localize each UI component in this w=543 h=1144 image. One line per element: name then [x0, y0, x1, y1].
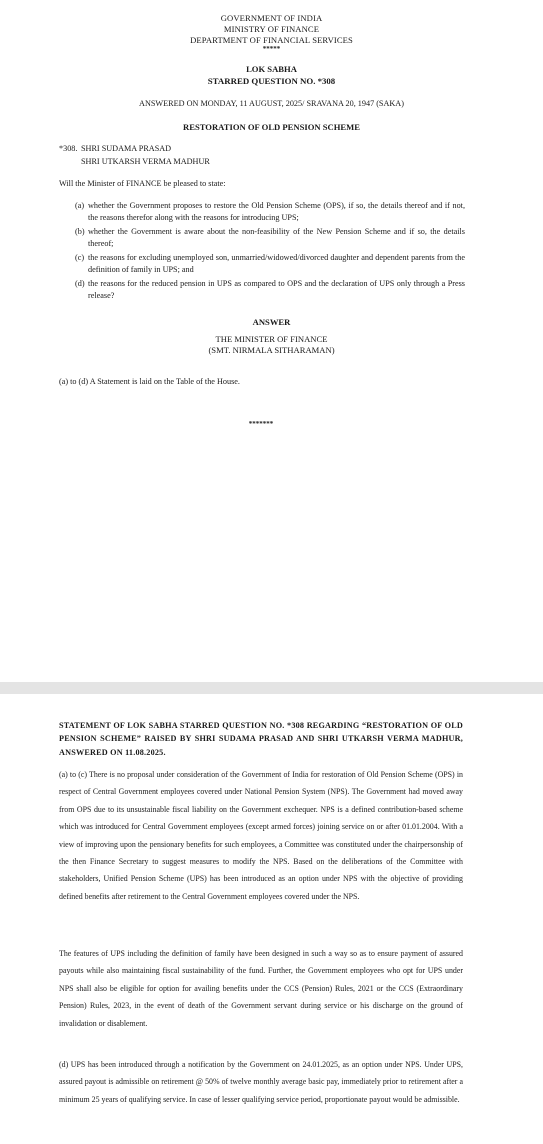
page-gap — [0, 682, 543, 694]
header-stars: ***** — [262, 45, 281, 53]
member-name-2: SHRI UTKARSH VERMA MADHUR — [81, 157, 210, 166]
question-item-text: whether the Government proposes to restore the Old Pension Scheme (OPS), if so, the details thereof and if not, the reasons therefor along with the reasons for introducing UPS; — [88, 201, 465, 222]
statement-paragraph-1: (a) to (c) There is no proposal under consideration of the Government of India for restoration of Old Pension Scheme (OPS) in respect of Central Government employees covered under National Pension System (NPS). The Government had moved away from OPS due to its unsustainable fiscal liability on the Government exchequer. NPS is a defined contribution-based scheme which was introduced for Central Government employees (except armed forces) joining service on or after 01.01.2004. With a view of improving upon the pensionary benefits for such employees, a Committee was constituted under the chairpersonship of the then Finance Secretary to suggest measures to modify the NPS. Based on the deliberations of the Committee with stakeholders, Unified Pension Scheme (UPS) has been introduced as an option under NPS with the objective of providing defined benefits after retirement to the Central Government employees covered under the NPS. — [59, 770, 463, 901]
question-item-b — [75, 226, 465, 250]
header-ministry: MINISTRY OF FINANCE — [223, 24, 320, 34]
question-item-label: (a) — [75, 201, 85, 210]
minister-name: (SMT. NIRMALA SITHARAMAN) — [208, 345, 335, 355]
minister-title: THE MINISTER OF FINANCE — [215, 334, 328, 344]
question-item-text: whether the Government is aware about the non-feasibility of the New Pension Scheme and if so, the details thereof; — [88, 227, 465, 248]
house-name: LOK SABHA — [246, 64, 297, 74]
question-item-d — [75, 278, 465, 302]
question-item-label: (b) — [75, 227, 85, 236]
header-government: GOVERNMENT OF INDIA — [220, 13, 323, 23]
member-name-1: SHRI SUDAMA PRASAD — [81, 144, 172, 153]
question-item-text: the reasons for the reduced pension in UPS as compared to OPS and the declaration of UPS only through a Press release? — [88, 279, 465, 300]
statement-paragraph-2: The features of UPS including the definition of family have been designed in such a way so as to ensure payment of assured payouts while also maintaining fiscal sustainability of the fund. Further, the Government employees who opt for UPS under NPS shall also be eligible for option for availing benefits under the CCS (Pension) Rules, 2021 or the CCS (Extraordinary Pension) Rules, 2023, in the event of death of the Government servant during service or his discharge on the ground of invalidation or disablement. — [59, 949, 463, 1028]
question-number: STARRED QUESTION NO. *308 — [207, 76, 336, 86]
question-subject: RESTORATION OF OLD PENSION SCHEME — [183, 122, 360, 132]
question-intro: Will the Minister of FINANCE be pleased to state: — [59, 179, 226, 188]
document-page-2 — [0, 694, 543, 1144]
answer-text: (a) to (d) A Statement is laid on the Table of the House. — [59, 377, 240, 386]
question-marker: *308. — [59, 144, 78, 153]
question-item-c — [75, 252, 465, 276]
question-item-label: (c) — [75, 253, 85, 262]
statement-paragraph-3: (d) UPS has been introduced through a notification by the Government on 24.01.2025, as an option under NPS. Under UPS, assured payout is admissible on retirement @ 50% of twelve monthly average basic pay, immediately prior to retirement after a minimum 25 years of qualifying service. In case of lesser qualifying service period, proportionate payout would be admissible. — [59, 1060, 463, 1104]
question-item-text: the reasons for excluding unemployed son, unmarried/widowed/divorced daughter and dependent parents from the definition of family in UPS; and — [88, 253, 465, 274]
answer-heading: ANSWER — [252, 317, 291, 327]
answered-on-date: ANSWERED ON MONDAY, 11 AUGUST, 2025/ SRAVANA 20, 1947 (SAKA) — [139, 99, 404, 108]
question-item-label: (d) — [75, 279, 85, 288]
answer-end-stars: ******* — [248, 420, 274, 428]
header-department: DEPARTMENT OF FINANCIAL SERVICES — [190, 35, 353, 45]
question-item-a — [75, 200, 465, 224]
statement-title: STATEMENT OF LOK SABHA STARRED QUESTION NO. *308 REGARDING “RESTORATION OF OLD PENSION SCHEME” RAISED BY SHRI SUDAMA PRASAD AND SHRI UTKARSH VERMA MADHUR, ANSWERED ON 11.08.2025. — [59, 721, 463, 757]
